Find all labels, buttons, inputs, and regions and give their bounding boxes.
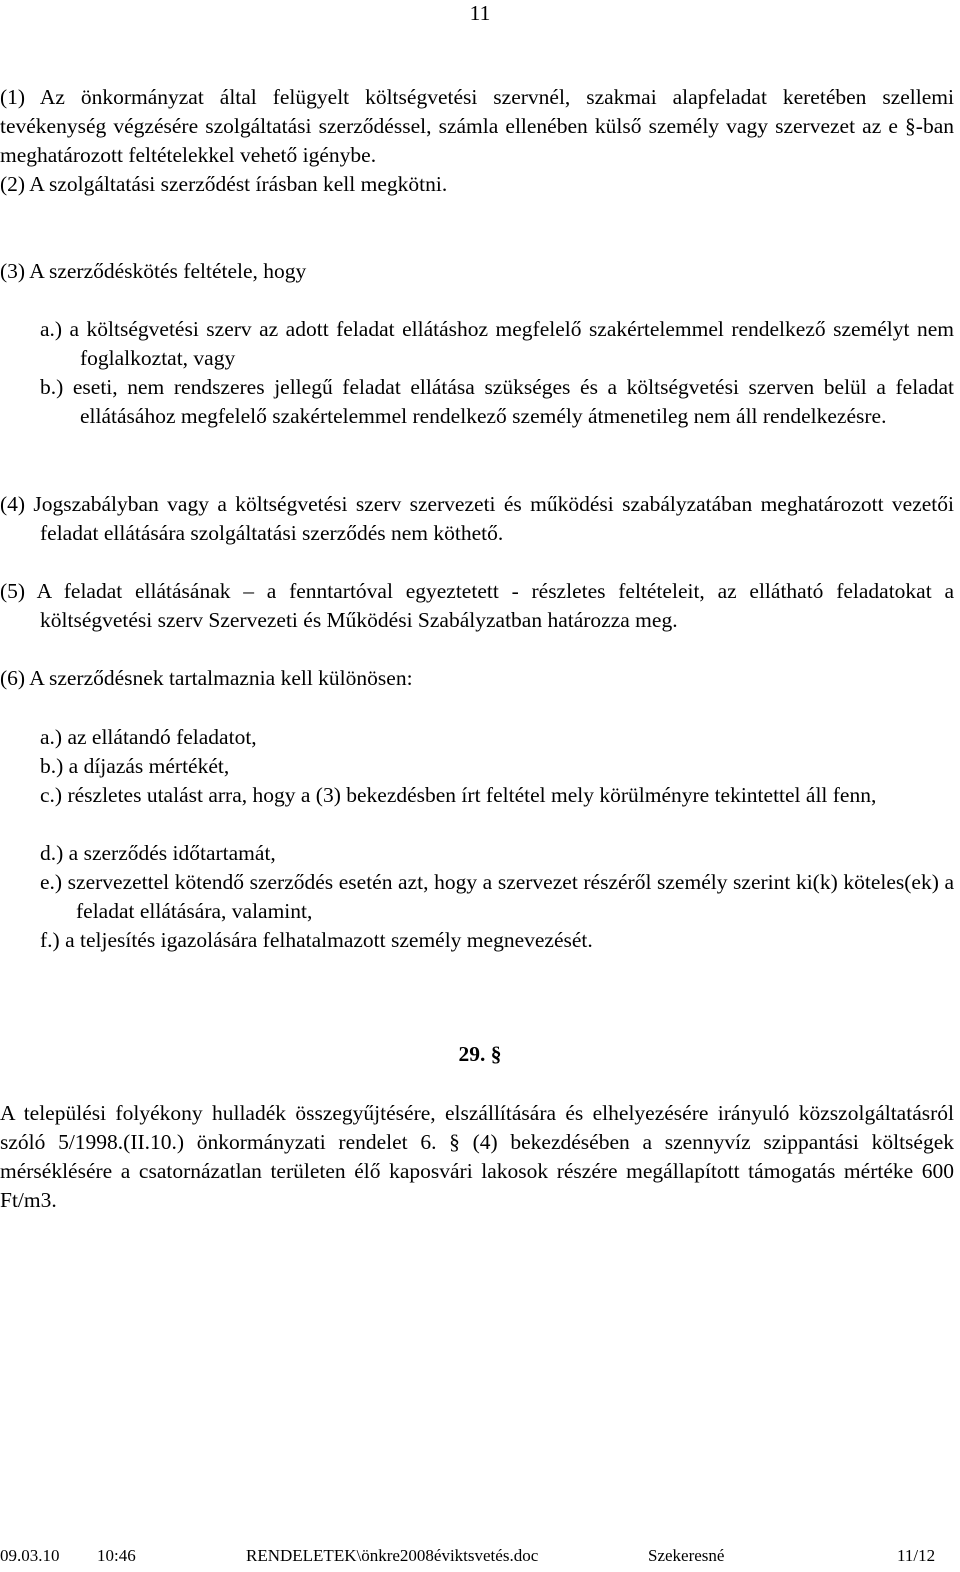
footer-date: 09.03.10: [0, 1546, 60, 1565]
paragraph-4: (4) Jogszabályban vagy a költségvetési szerv szervezeti és működési szabályzatában meghatározott vezetői feladat ellátására szolgáltatási szerződés nem köthető.: [0, 492, 954, 545]
list-item: b.) a díjazás mértékét,: [40, 754, 230, 778]
page-footer: [0, 1544, 960, 1572]
list-item: f.) a teljesítés igazolására felhatalmazott személy megnevezését.: [40, 928, 593, 952]
list-item: a.) az ellátandó feladatot,: [40, 725, 257, 749]
paragraph-1: (1) Az önkormányzat által felügyelt költségvetési szervnél, szakmai alapfeladat keretében szellemi tevékenység végzésére szolgáltatási szerződéssel, számla ellenében külső személy vagy szervezet az e §-ban meghatározott feltételekkel vehető igénybe.: [0, 85, 954, 167]
section-number: 29. §: [458, 1042, 502, 1066]
paragraph-6: (6) A szerződésnek tartalmaznia kell különösen:: [0, 666, 413, 690]
section-paragraph: A települési folyékony hulladék összegyűjtésére, elszállítására és elhelyezésére irányuló közszolgáltatásról szóló 5/1998.(II.10.) önkormányzati rendelet 6. § (4) bekezdésében a szennyvíz szippantási költségek mérséklésére a csatornázatlan területen élő kaposvári lakosok részére megállapított támogatás mértéke 600 Ft/m3.: [0, 1101, 954, 1212]
footer-file-path: RENDELETEK\önkre2008éviktsvetés.doc: [246, 1546, 539, 1565]
paragraph-5: (5) A feladat ellátásának – a fenntartóval egyeztetett - részletes feltételeit, az ellátható feladatokat a költségvetési szerv Szervezeti és Működési Szabályzatban határozza meg.: [0, 579, 954, 632]
footer-author: Szekeresné: [648, 1546, 725, 1565]
list-item: d.) a szerződés időtartamát,: [40, 841, 276, 865]
paragraph-2: (2) A szolgáltatási szerződést írásban kell megkötni.: [0, 172, 448, 196]
list-item: c.) részletes utalást arra, hogy a (3) bekezdésben írt feltétel mely körülményre tekintettel áll fenn,: [40, 783, 877, 807]
list-item: a.) a költségvetési szerv az adott feladat ellátáshoz megfelelő szakértelemmel rendelkező személyt nem foglalkoztat, vagy: [40, 317, 954, 370]
footer-page-of: 11/12: [897, 1546, 936, 1565]
page-number: 11: [469, 1, 491, 25]
list-item: e.) szervezettel kötendő szerződés esetén azt, hogy a szervezet részéről személy szerint ki(k) köteles(ek) a feladat ellátására, valamint,: [40, 870, 954, 923]
footer-time: 10:46: [97, 1546, 136, 1565]
paragraph-3: (3) A szerződéskötés feltétele, hogy: [0, 259, 307, 283]
list-item: b.) eseti, nem rendszeres jellegű feladat ellátása szükséges és a költségvetési szerven belül a feladat ellátásához megfelelő szakértelemmel rendelkező személy átmenetileg nem áll rendelkezésre.: [40, 375, 954, 428]
